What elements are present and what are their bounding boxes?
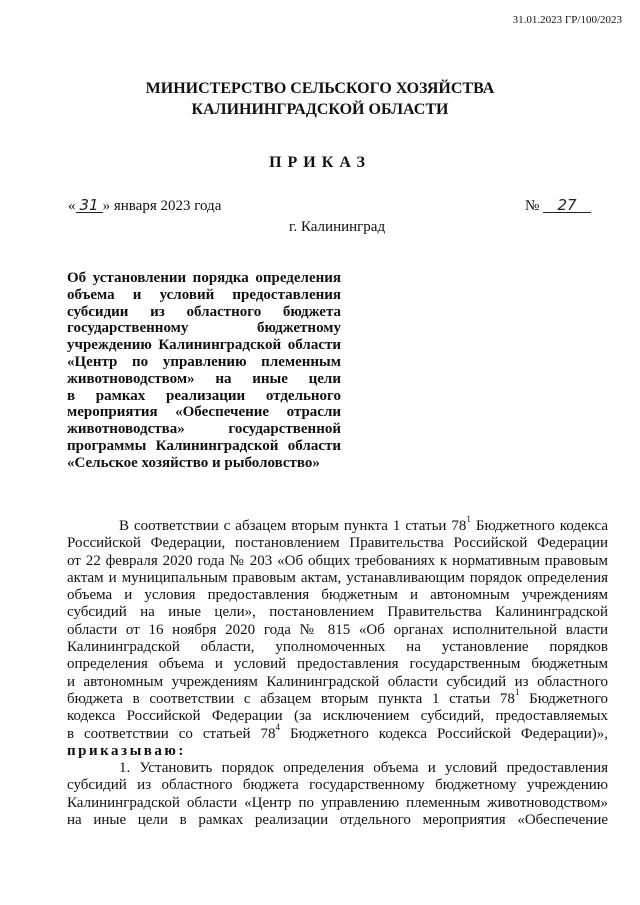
ministry-title-line1: МИНИСТЕРСТВО СЕЛЬСКОГО ХОЗЯЙСТВА — [145, 80, 495, 97]
body-line: от 22 февраля 2020 года № 203 «Об общих требованиях к нормативным правовым — [67, 552, 608, 569]
body-line: Калининградской области, уполномоченных на установление порядков — [67, 639, 608, 656]
subject-line: «Сельское хозяйство и рыболовство» — [67, 454, 320, 471]
body-text: Бюджетного кодекса — [470, 518, 609, 534]
body-line: на иные цели в рамках реализации отдельного мероприятия «Обеспечение — [67, 812, 608, 829]
superscript: 4 — [275, 721, 281, 732]
city: г. Калининград — [289, 219, 386, 235]
order-date — [68, 198, 221, 215]
body-line: определения объема и условий предоставления государственным бюджетным — [67, 656, 608, 673]
subject-line: в рамках реализации отдельного — [67, 387, 341, 404]
body-line — [67, 514, 609, 535]
body-line — [67, 686, 608, 708]
subject-line: программы Калининградской области — [67, 437, 341, 454]
subject-line: «Центр по управлению племенным — [67, 353, 341, 370]
body-text: Бюджетного кодекса Российской Федерации)», — [280, 725, 608, 742]
handwritten-number: 27 — [543, 198, 591, 213]
body-line: Калининградской области «Центр по управлению племенным животноводством» — [67, 794, 608, 811]
body-text: В соответствии с абзацем вторым пункта 1 статьи 78 — [119, 518, 467, 534]
subject-line: государственному бюджетному — [67, 320, 341, 337]
order-body — [67, 514, 609, 829]
date-open-quote: « — [68, 198, 76, 214]
subject-line: животноводством» на иные цели — [67, 370, 341, 387]
body-line: 1. Установить порядок определения объема и условий предоставления — [119, 760, 608, 777]
body-line: Российской Федерации, постановлением Правительства Российской Федерации — [67, 535, 608, 552]
subject-line: Об установлении порядка определения — [67, 270, 341, 286]
ministry-title — [0, 78, 640, 120]
body-line: актам и муниципальным правовым актам, устанавливающим порядок определения — [67, 569, 608, 586]
body-line: и автономным учреждениям Калининградской области субсидий из областного — [67, 673, 608, 690]
date-close-quote: » — [102, 198, 111, 214]
body-line — [67, 721, 608, 743]
body-text: бюджета в соответствии с абзацем вторым пункта 1 статьи 78 — [67, 690, 515, 707]
decree-word: приказываю: — [67, 742, 186, 759]
document-registration-code: 31.01.2023 ГР/100/2023 — [512, 14, 622, 26]
order-subject — [67, 270, 341, 472]
body-line: объема и условия предоставления бюджетным и автономным учреждениям — [67, 587, 608, 604]
subject-line: объема и условий предоставления — [67, 286, 341, 303]
body-line: субсидий из областного бюджета государственному бюджетному учреждению — [67, 777, 608, 794]
body-line: области от 16 ноября 2020 года № 815 «Об органах исполнительной власти — [67, 621, 608, 638]
document-type-title: ПРИКАЗ — [269, 154, 371, 171]
subject-line: животноводства» государственной — [67, 421, 341, 438]
body-line: субсидий на иные цели», постановлением Правительства Калининградской — [67, 604, 608, 621]
body-line: кодекса Российской Федерации (за исключением субсидий, предоставляемых — [67, 708, 608, 725]
ministry-title-line2: КАЛИНИНГРАДСКОЙ ОБЛАСТИ — [191, 101, 449, 118]
superscript: 1 — [514, 686, 520, 697]
subject-line: субсидии из областного бюджета — [67, 303, 341, 320]
number-sign: № — [525, 198, 540, 214]
date-month-year: января 2023 года — [110, 198, 222, 214]
handwritten-day: 31 — [76, 198, 103, 213]
body-text: Бюджетного — [519, 690, 608, 707]
order-number — [525, 198, 591, 215]
subject-line: учреждению Калининградской области — [67, 337, 341, 354]
body-text: в соответствии со статьей 78 — [67, 725, 276, 742]
subject-line: мероприятия «Обеспечение отрасли — [67, 404, 341, 421]
superscript: 1 — [466, 514, 471, 524]
